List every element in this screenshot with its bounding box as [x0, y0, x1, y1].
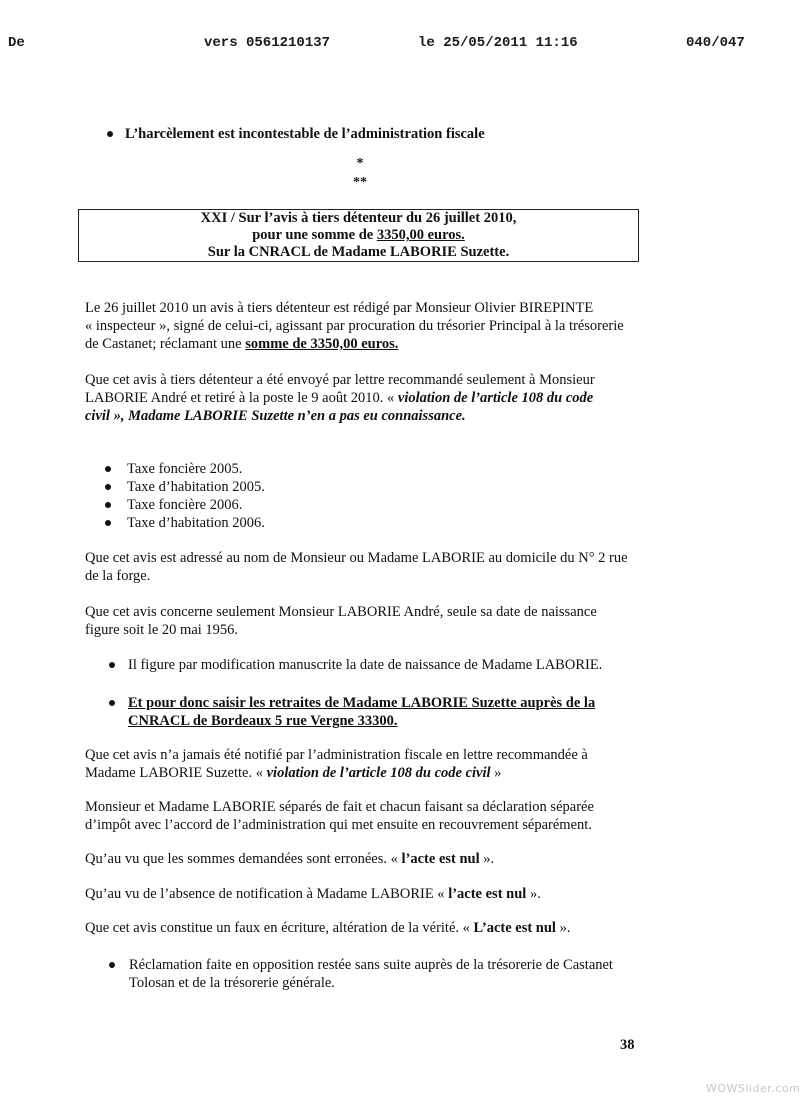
tax-list-item-text: Taxe d’habitation 2006. — [127, 515, 265, 531]
paragraph-1-amount: somme de 3350,00 euros. — [245, 336, 399, 352]
paragraph-2-line-2 — [85, 389, 635, 407]
watermark: WOWSlider.com — [706, 1082, 800, 1095]
fax-from: De — [8, 35, 25, 51]
paragraph-9-prefix: Que cet avis constitue un faux en écriture, altération de la vérité. « — [85, 920, 474, 936]
bullet-dot — [107, 131, 113, 137]
bullet-dot — [105, 520, 111, 526]
paragraph-1-line-1: Le 26 juillet 2010 un avis à tiers détenteur est rédigé par Monsieur Olivier BIREPINTE — [85, 300, 594, 316]
paragraph-6 — [85, 798, 635, 834]
bullet-dot — [105, 484, 111, 490]
title-amount: 3350,00 euros. — [376, 227, 465, 243]
tax-list-item-text: Taxe foncière 2005. — [127, 461, 243, 477]
title-line-2 — [79, 227, 638, 244]
paragraph-1 — [85, 299, 635, 353]
paragraph-5-citation: violation de l’article 108 du code civil — [266, 765, 491, 781]
tax-list-item-text: Taxe d’habitation 2005. — [127, 479, 265, 495]
bullet-reclamation-line-1: Réclamation faite en opposition restée sans suite auprès de la trésorerie de Castanet — [129, 957, 613, 973]
tax-list-item-text: Taxe foncière 2006. — [127, 497, 243, 513]
paragraph-5-line-2 — [85, 764, 635, 782]
paragraph-7-prefix: Qu’au vu que les sommes demandées sont erronées. « — [85, 851, 402, 867]
bullet-dot — [109, 700, 115, 706]
separator-star-2: ** — [353, 175, 367, 190]
fax-destination: vers 0561210137 — [204, 35, 331, 51]
paragraph-8 — [85, 885, 635, 903]
title-line-1: XXI / Sur l’avis à tiers détenteur du 26 juillet 2010, — [200, 210, 517, 226]
bullet-reclamation-text — [129, 956, 613, 992]
section-title-box — [78, 209, 639, 262]
title-line-2-prefix: pour une somme de — [252, 227, 377, 243]
paragraph-9-suffix: ». — [555, 920, 571, 936]
bullet-dot — [105, 466, 111, 472]
separator-star-1: * — [356, 156, 364, 171]
paragraph-4 — [85, 603, 635, 639]
paragraph-5-line-1: Que cet avis n’a jamais été notifié par l’administration fiscale en lettre recommandée à — [85, 747, 588, 763]
paragraph-3 — [85, 549, 635, 585]
page-number: 38 — [620, 1037, 635, 1053]
bullet-dot — [109, 962, 115, 968]
bullet-saisir-text — [128, 694, 595, 730]
bullet-reclamation-line-2: Tolosan et de la trésorerie générale. — [129, 975, 335, 991]
paragraph-7-verdict: l’acte est nul — [401, 851, 480, 867]
bullet-harcelement-text: L’harcèlement est incontestable de l’administration fiscale — [125, 126, 485, 142]
paragraph-2-line-3: civil », Madame LABORIE Suzette n’en a pas eu connaissance. — [85, 408, 466, 424]
bullet-dot — [105, 502, 111, 508]
paragraph-9-verdict: L’acte est nul — [473, 920, 556, 936]
fax-page-count: 040/047 — [686, 35, 745, 51]
bullet-saisir-line-2: CNRACL de Bordeaux 5 rue Vergne 33300. — [128, 713, 398, 729]
fax-header — [0, 35, 800, 53]
paragraph-5-line-2-suffix: » — [490, 765, 502, 781]
paragraph-5-line-2-prefix: Madame LABORIE Suzette. « — [85, 765, 267, 781]
bullet-modification-text: Il figure par modification manuscrite la date de naissance de Madame LABORIE. — [128, 657, 603, 673]
paragraph-7-suffix: ». — [479, 851, 495, 867]
paragraph-5 — [85, 746, 635, 782]
paragraph-2 — [85, 371, 635, 425]
fax-date: le 25/05/2011 11:16 — [418, 35, 578, 51]
paragraph-1-line-3-prefix: de Castanet; réclamant une — [85, 336, 246, 352]
paragraph-7 — [85, 850, 635, 868]
paragraph-9 — [85, 919, 635, 937]
paragraph-6-line-2: d’impôt avec l’accord de l’administration qui met ensuite en recouvrement séparément. — [85, 817, 592, 833]
paragraph-8-prefix: Qu’au vu de l’absence de notification à Madame LABORIE « — [85, 886, 449, 902]
paragraph-6-line-1: Monsieur et Madame LABORIE séparés de fait et chacun faisant sa déclaration séparée — [85, 799, 594, 815]
paragraph-2-line-1: Que cet avis à tiers détenteur a été envoyé par lettre recommandé seulement à Monsieur — [85, 372, 595, 388]
paragraph-3-line-1: Que cet avis est adressé au nom de Monsieur ou Madame LABORIE au domicile du N° 2 rue — [85, 550, 628, 566]
paragraph-8-suffix: ». — [526, 886, 541, 902]
paragraph-1-line-2: « inspecteur », signé de celui-ci, agissant par procuration du trésorier Principal à la trésorerie — [85, 318, 624, 334]
bullet-saisir-line-1: Et pour donc saisir les retraites de Madame LABORIE Suzette auprès de la — [128, 695, 596, 711]
paragraph-4-line-1: Que cet avis concerne seulement Monsieur LABORIE André, seule sa date de naissance — [85, 604, 597, 620]
paragraph-2-line-2-prefix: LABORIE André et retiré à la poste le 9 août 2010. « — [85, 390, 398, 406]
paragraph-1-line-3 — [85, 335, 635, 353]
paragraph-4-line-2: figure soit le 20 mai 1956. — [85, 622, 239, 638]
paragraph-2-citation: violation de l’article 108 du code — [397, 390, 594, 406]
bullet-dot — [109, 662, 115, 668]
paragraph-3-line-2: de la forge. — [85, 568, 151, 584]
title-line-3: Sur la CNRACL de Madame LABORIE Suzette. — [207, 244, 510, 260]
paragraph-8-verdict: l’acte est nul — [448, 886, 527, 902]
